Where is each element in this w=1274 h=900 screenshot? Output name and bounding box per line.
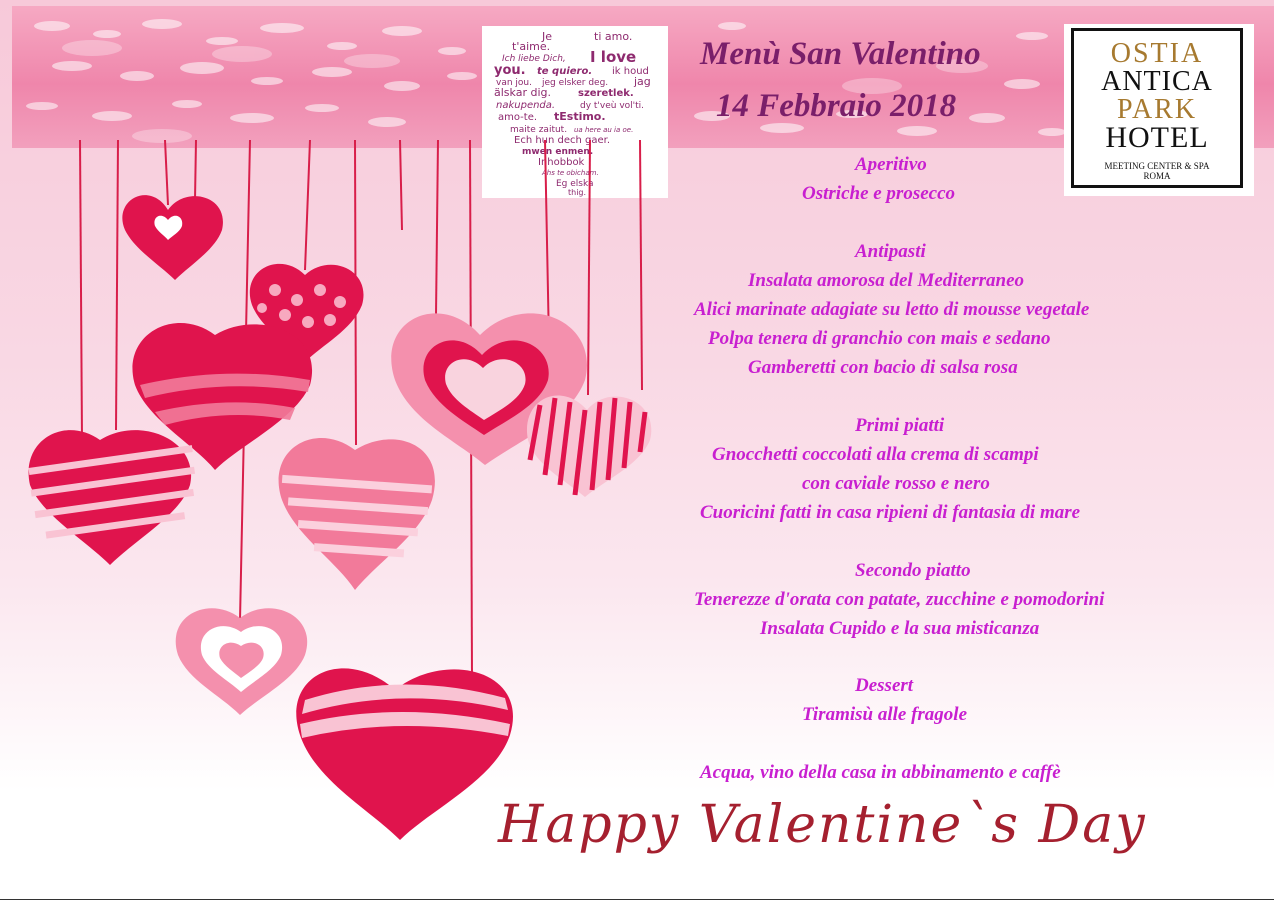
love-word: dy t'veù vol'ti. [580, 101, 645, 111]
logo-word: HOTEL [1105, 121, 1209, 154]
menu-item: Gnocchetti coccolati alla crema di scampi [712, 444, 1039, 465]
love-word: t'aime. [512, 40, 551, 53]
love-word: Ich liebe Dich, [502, 54, 566, 64]
love-word: älskar dig. [494, 86, 551, 99]
course-heading-antipasti: Antipasti [855, 241, 926, 262]
love-word: amo-te. [498, 112, 538, 123]
menu-item: Ostriche e prosecco [802, 183, 956, 204]
love-word: Ahs te obicham. [542, 169, 599, 177]
menu-item: con caviale rosso e nero [802, 473, 990, 494]
heart-pink-striped-center [279, 438, 435, 590]
love-word: mwen enmen. [522, 147, 594, 157]
menu-title [690, 28, 1050, 132]
love-word: van jou. [496, 78, 532, 88]
closing-text: Happy Valentine`s Day [498, 795, 1147, 855]
menu-item: Insalata amorosa del Mediterraneo [748, 270, 1025, 291]
love-word: I love [590, 48, 637, 66]
logo-word: OSTIA [1110, 38, 1204, 69]
date-line: 14 Febbraio 2018 [716, 88, 957, 124]
course-heading-dessert: Dessert [855, 675, 914, 696]
course-heading-primi: Primi piatti [855, 415, 945, 436]
hotel-logo [1064, 24, 1254, 196]
menu-footer: Acqua, vino della casa in abbinamento e caffè [700, 762, 1061, 783]
hanging-hearts-illustration [0, 140, 680, 860]
love-word: szeretlek. [578, 88, 634, 99]
menu-item: Alici marinate adagiate su letto di mousse vegetale [694, 299, 1090, 320]
heart-striped-right [527, 396, 651, 497]
logo-word: ANTICA [1101, 66, 1213, 97]
menu-item: Tiramisù alle fragole [802, 704, 968, 725]
love-word: ik houd [612, 66, 649, 77]
menu-item: Cuoricini fatti in casa ripieni di fantasia di mare [700, 502, 1081, 523]
love-word: Inhobbok [538, 157, 585, 168]
logo-subtitle: MEETING CENTER & SPA [1104, 161, 1210, 171]
menu-item: Polpa tenera di granchio con mais e sedano [708, 328, 1051, 349]
love-word: ua here au ia oe. [574, 126, 634, 134]
menu-item: Insalata Cupido e la sua misticanza [760, 618, 1040, 639]
logo-city: ROMA [1143, 171, 1171, 181]
love-word: Ech hun dech gaer. [514, 135, 611, 146]
title-line: Menù San Valentino [700, 36, 981, 72]
love-word: Je [542, 30, 553, 43]
love-word: ti amo. [594, 30, 633, 43]
love-word: jeg elsker deg. [542, 78, 609, 88]
course-heading-secondo: Secondo piatto [855, 560, 971, 581]
love-word: Eg elska [556, 179, 594, 189]
love-word: tEstimo. [554, 110, 606, 123]
logo-word: PARK [1116, 94, 1198, 125]
logo-frame [1071, 28, 1243, 188]
love-word: nakupenda. [496, 100, 556, 111]
love-word: maite zaitut. [510, 125, 568, 135]
happy-valentines-script [490, 780, 1250, 875]
love-word: jag [634, 75, 651, 88]
course-heading-aperitivo: Aperitivo [855, 154, 927, 175]
love-word: te quiero. [537, 66, 593, 77]
menu-item: Tenerezze d'orata con patate, zucchine e pomodorini [694, 589, 1105, 610]
love-word: you. [494, 63, 526, 78]
love-word: thig. [568, 188, 587, 197]
heart-small-red [122, 195, 223, 280]
menu-item: Gamberetti con bacio di salsa rosa [748, 357, 1018, 378]
